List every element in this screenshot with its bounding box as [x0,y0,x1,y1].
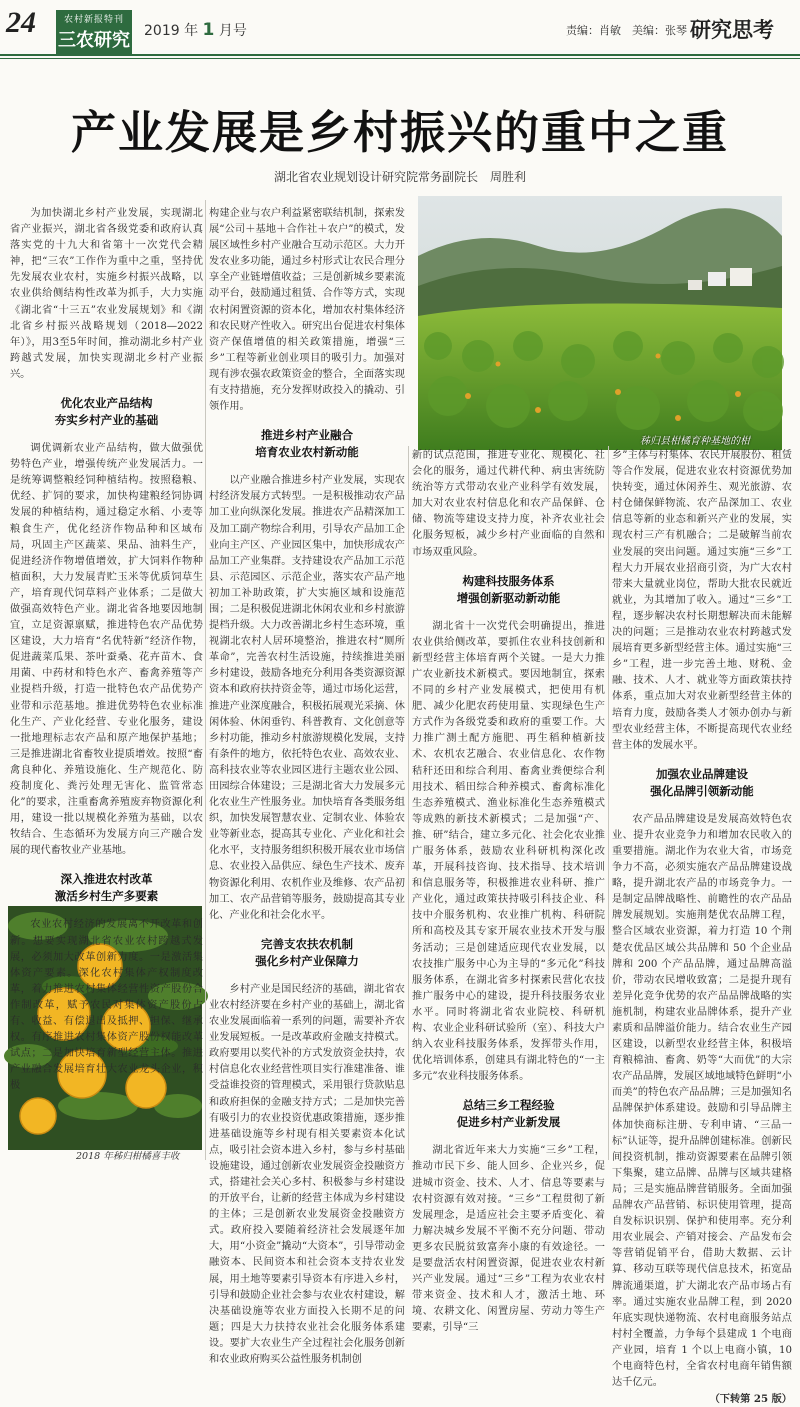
section-heading-7: 加强农业品牌建设 强化品牌引领新动能 [650,766,754,798]
body-paragraph: 新的试点范围，推进专业化、规模化、社会化的服务，通过代耕代种、病虫害统防统治等方式带动农业产业科学有效发展，加大对农业农村信息化和农产品保鲜、仓储、物流等建设支持力度，补齐农业社会化服务短板，减少乡村产业面临的自然和市场双重风险。 [412,450,605,558]
lead-paragraph: 为加快湖北乡村产业发展，实现湖北省产业振兴，湖北省各级党委和政府认真落实党的十九大和省第十一次党代会精神，把“三农”工作作为重中之重，坚持优先发展农业农村，实施乡村振兴战略，以农业供给侧结构性改革为抓手，大力实施《湖北省“十三五”农业发展规划》和《湖北省乡村振兴战略规划（2018—2022年）》，用3至5年时间，推动湖北乡村产业跨越式发展，加快实现湖北乡村产业振兴。 [10,208,203,380]
body-paragraph: 湖北省近年来大力实施“三乡”工程，推动市民下乡、能人回乡、企业兴乡，促进城市资金、技术、人才、信息等要素与农村资源有效对接。“三乡”工程贯彻了新发展理念，是适应社会主要矛盾变化、着力解决城乡发展不平衡不充分问题、带动更多农民脱贫致富奔小康的有效途径。一是要盘活农村闲置资源，促进农业农村新兴产业发展。通过“三乡”工程为农业农村带来资金、技术和人才，激活土地、环境、农耕文化、闲置房屋、劳动力等生产要素，引导“三 [412,1145,605,1334]
orchard-photo [418,196,782,450]
body-paragraph: 调优调新农业产品结构，做大做强优势特色产业，增强传统产业发展活力。一是统筹调整粮经饲种植结构。按照稳粮、优经、扩饲的要求，加快构建粮经饲协调发展的种植结构，通过稳定水稻、小麦等粮食生产，优化经济作物品种和区域布局，巩固主产区蔬菜、果品、油料生产，促进经济作物增值增效，扩大饲料作物种植面积，大力发展青贮玉米等优质饲草生产，培育现代饲草料产业体系；二是做大做强高效特色产业。湖北省各地要因地制宜，立足资源禀赋，推进特色农产品优势区建设，大力培育“名优特新”经济作物，促进蔬菜瓜果、茶叶蚕桑、花卉苗木、食用菌、中药材和特色水产、畜禽养殖等产业提档升级，打造一批特色农产品优势产业带和示范基地。推进优势特色农业标准化生产、产业化经营、专业化服务，建设一批地理标志农产品和原产地保护基地；三是推进湖北省畜牧业提质增效。按照“畜禽良种化、养殖设施化、生产规范化、防疫制度化、粪污处理无害化、监管常态化”的要求，注重畜禽养殖废弃物资源化利用，建设一批以规模化养殖为基础，以农牧结合、生态循环为发展方向三产融合发展的现代畜牧业产业基地。 [10,443,203,857]
editors-credit: 责编：肖敏 美编：张琴 [566,24,687,37]
column-divider [205,200,206,1160]
body-paragraph: 湖北省十一次党代会明确提出，推进农业供给侧改革，要抓住农业科技创新和新型经营主体培育两个关键。一是大力推广农业新技术新模式。要因地制宜，探索不同的乡村产业发展模式，把使用有机肥、减少化肥农药使用量、实现绿色生产方式作为各级党委和政府的重要工作。大力推广测土配方施肥、再生稻种植新技术、农机农艺融合、农业信息化、农作物秸秆还田和综合利用、畜禽业粪便综合利用技术、稻田综合种养模式、畜禽标准化生态养殖模式、渔业标准化生态养殖模式等成熟的新技术新模式；二是加强“产、推、研”结合，建立多元化、社会化农业推广服务体系，鼓励农业科研机构深化改革，开展科技咨询、技术指导、技术培训和信息服务等，积极推进农业科研、推广产业化，通过政策扶持吸引科技企业、科技中介服务机构、农业推广机构、科研院所和高校及其专家开展农业技术开发与服务活动；三是创建适应现代农业发展，以农技推广服务中心为主导的“多元化”科技服务体系，在湖北省多村探索民营化农技推广服务中心的建设，提升科技服务农业水平。同时将湖北省农业院校、科研机构、农业企业科研试验所（室）、科技大户纳入农业科技服务体系，发挥带头作用，优化培训体系，创建具有湖北特色的“一主多元”农业科技服务体系。 [412,620,605,1083]
masthead-brand [56,10,132,54]
column-divider [408,446,409,1160]
section-name: 研究思考 [690,18,774,42]
orchard-caption: 秭归县柑橘育种基地的柑 [640,436,750,447]
brand-title: 三农研究 [58,30,130,51]
body-paragraph: 构建企业与农户利益紧密联结机制，探索发展“公司＋基地＋合作社＋农户”的模式，发展区域性乡村产业融合互动示范区。大力开发农业多功能，通过乡村形式让农民合理分享全产业链增值收益；三是创新城乡要素流动平台，鼓励通过租赁、合作等方式，实现农村闲置资源的资本化，增加农村集体经济和农民财产性收入。研究出台促进农村集体资产保值增值的相关政策措施，增强“三乡”工程等新业创业项目的吸引力。加强对现有涉农强农政策资金的整合，全面落实现有支持措施，充分发挥财政投入的撬动、引领作用。 [209,208,405,413]
header-rule-thin [0,58,800,59]
section-heading-2: 深入推进农村改革 激活乡村生产多要素 [54,872,159,904]
date-month: 1 [202,20,215,40]
article-title: 产业发展是乡村振兴的重中之重 [70,106,729,159]
body-paragraph: 乡”主体与村集体、农民开展股份、租赁等合作发展，促进农业农村资源优势加快转变，通过休闲养生、观光旅游、农村仓储保鲜物流、农产品深加工、农业信息等新的业态和新兴产业的发展，实现农村三产有机融合；二是破解当前农业发展的突出问题。通过实施“三乡”工程大力开展农业招商引资，为广大农村带来大量就业岗位，帮助大批农民就近就业，为其增加了收入。通过“三乡”工程，逐步解决农村长期想解决而未能解决的问题；三是推动农业农村跨越式发展培育更多新型经营主体。通过实施“三乡”工程，进一步完善土地、财税、金融、技术、人才、就业等方面政策扶持体系，重点加大对农业新型经营主体的培育力度，鼓励各类人才领办创办与新型农业经营主体，不断提高现代农业经营主体的发展水平。 [612,450,792,751]
date-year: 2019 年 [144,23,199,39]
section-heading-5: 构建科技服务体系 增强创新驱动新动能 [456,573,561,605]
section-heading-1: 优化农业产品结构 夯实乡村产业的基础 [54,396,159,428]
date-suffix: 月号 [218,23,247,39]
issue-date [144,20,247,40]
column-2 [209,206,405,1365]
header-rule [0,54,800,56]
section-heading-3: 推进乡村产业融合 培育农业农村新动能 [255,428,359,460]
page-header [0,0,800,56]
body-paragraph: 以产业融合推进乡村产业发展，实现农村经济发展方式转型。一是积极推动农产品加工业向纵深化发展。推进农产品精深加工及加工副产物综合利用，引导农产品加工企业向主产区、产业园区集中，加快形成农产品加工产业集群。支持建设农产品加工示范县、示范园区、示范企业，落实农产品产地初加工补助政策，扩大实施区域和设施范围；二是积极促进湖北休闲农业和乡村旅游提档升级。大力改善湖北乡村生态环境，重视湖北农村人居环境整治，推进农村“厕所革命”，完善农村生活设施，持续推进美丽乡村建设，鼓励各地充分利用各类资源资源资本和政府扶持资金等，通过市场化运营，推进产业深度融合，积极拓展观光采摘、休闲体验、休闲垂钓、科普教育、文化创意等乡村功能，推动乡村旅游规模化发展，支持有条件的地方，依托特色农业、高效农业、高科技农业等农业园区进行主题农业公园、田园综合体建设；三是湖北省大力发展多元化农业生产性服务业。加快培育各类服务组织，加快发展智慧农业、定制农业、体验农业等新业态，提高其专业化、产业化和社会化水平，支持服务组织积极开展农业市场信息、农业投入品供应、绿色生产技术、废弃物资源化利用、农机作业及维修、农产品初加工、农产品营销等服务，鼓励提高其专业化、产业化和社会化水平。 [209,475,405,921]
section-heading-4: 完善支农扶农机制 强化乡村产业保障力 [255,936,359,968]
orchard-illustration [418,196,782,450]
article-byline: 湖北省农业规划设计研究院常务副院长 周胜利 [273,170,526,184]
page-number: 24 [6,6,36,39]
body-paragraph: 农产品品牌建设是发展高效特色农业、提升农业竞争力和增加农民收入的重要措施。湖北作为农业大省，市场竞争力不高，必须实施农产品品牌建设战略，提升湖北农产品的市场竞争力。一是制定品牌战略性、前瞻性的农产品品牌发展规划。实施荆楚优农品牌工程，整合区域农业资源，着力打造 10 个荆楚农优品区域公共品牌和 50 个企业品牌和 200 个产品品牌，通过品牌高溢价，带动农民增收致富；二是提升现有差异化竞争优势的农产品品牌战略的实施机制，构建农业品牌体系，提升产业素质和品牌溢价能力。结合农业生产园区建设，以新型农业经营主体，积极培育粮棉油、畜禽、奶等“大而优”的大宗农产品品牌，发展区域地域特色鲜明“小而美”的特色农产品品牌；三是加强知名品牌保护体系建设。鼓励和引导品牌主体加快商标注册、专利申请、“三品一标”认证等，提升品牌创建标准。创新民间投资机制，推动资源要素在品牌引领下集聚，建立品牌、品牌与区域共建格局；三是实施品牌营销服务。全面加强品牌农产品营销、标识使用管理，提高自发标识识别、保护和使用率。充分利用农业展会、产销对接会、产品发布会等营销促销平台，借助大数据、云计算、移动互联等现代信息技术，拓宽品牌流通渠道，扩大湖北农产品市场占有率。通过实施农业品牌工程，到 2020 年底实现快递物流、农村电商服务站点村村全覆盖，力争每个县建成 1 个电商产业园，培育 1 个以上电商小镇，10 个电商特色村，全省农村电商年销售额达千亿元。 [612,813,792,1389]
body-paragraph: 农业农村经济的发展离不开改革和创新。想要实现湖北省农业农村跨越式发展，必须加大改革创新力度。一是激活集体资产要素。深化农村集体产权制度改革，着力推进农村集体经营性资产股份合作制改革，赋予农民对集体资产股份占有、收益、有偿退出及抵押、担保、继承权。有序推进农村集体资产股份权能改革试点；二是加快培育新型经营主体。推进产业融合发展培育壮大农业龙头企业，积极 [10,919,203,1092]
column-divider [608,446,609,1160]
section-heading-6: 总结三乡工程经验 促进乡村产业新发展 [456,1098,561,1130]
continued-note: （下转第 25 版） [709,1393,792,1406]
body-paragraph: 乡村产业是国民经济的基础，湖北省农业农村经济要在乡村产业的基础上，湖北省农业发展面临着一系列的问题，需要补齐农业发展短板。一是改革政府金融支持模式。政府要用以奖代补的方式发放资金扶持，农村信息化农业经营性项目实行准建准备、谁受益谁投资的管理模式，采用银行贷款贴息和政府担保的金融支持方式；二是加快完善有吸引力的农业投资优惠政策措施，逐步推进基础设施等乡村现有相关要素资本化试点，吸引社会资本进入乡村，参与乡村基础设施建设，通过创新农业发展资金投融资方式，搭建社会关心多村、积极参与乡村建设的开放平台，让新的经营主体成为乡村建设的主体；三是创新农业发展资金投融资方式。政府投入要随着经济社会发展逐年加大，用“小资金”撬动“大资本”，引导带动金融资本、民间资本和社会资本支持农业发展，用土地等要素引导资本有序进入乡村，引导和鼓励企业社会参与农业农村建设，解决基础设施等农业方面投入长期不足的问题；四是大力扶持农业社会化服务体系建设。要扩大农业生产全过程社会化服务创新和农业政府购买公益性服务机制创 [209,983,405,1365]
column-3 [412,448,605,1334]
citrus-caption: 2018 年秭归柑橘喜丰收 [76,1151,180,1162]
brand-subtitle: 农村新报特刊 [63,15,124,25]
column-4 [612,448,792,1406]
column-1 [10,206,203,1092]
